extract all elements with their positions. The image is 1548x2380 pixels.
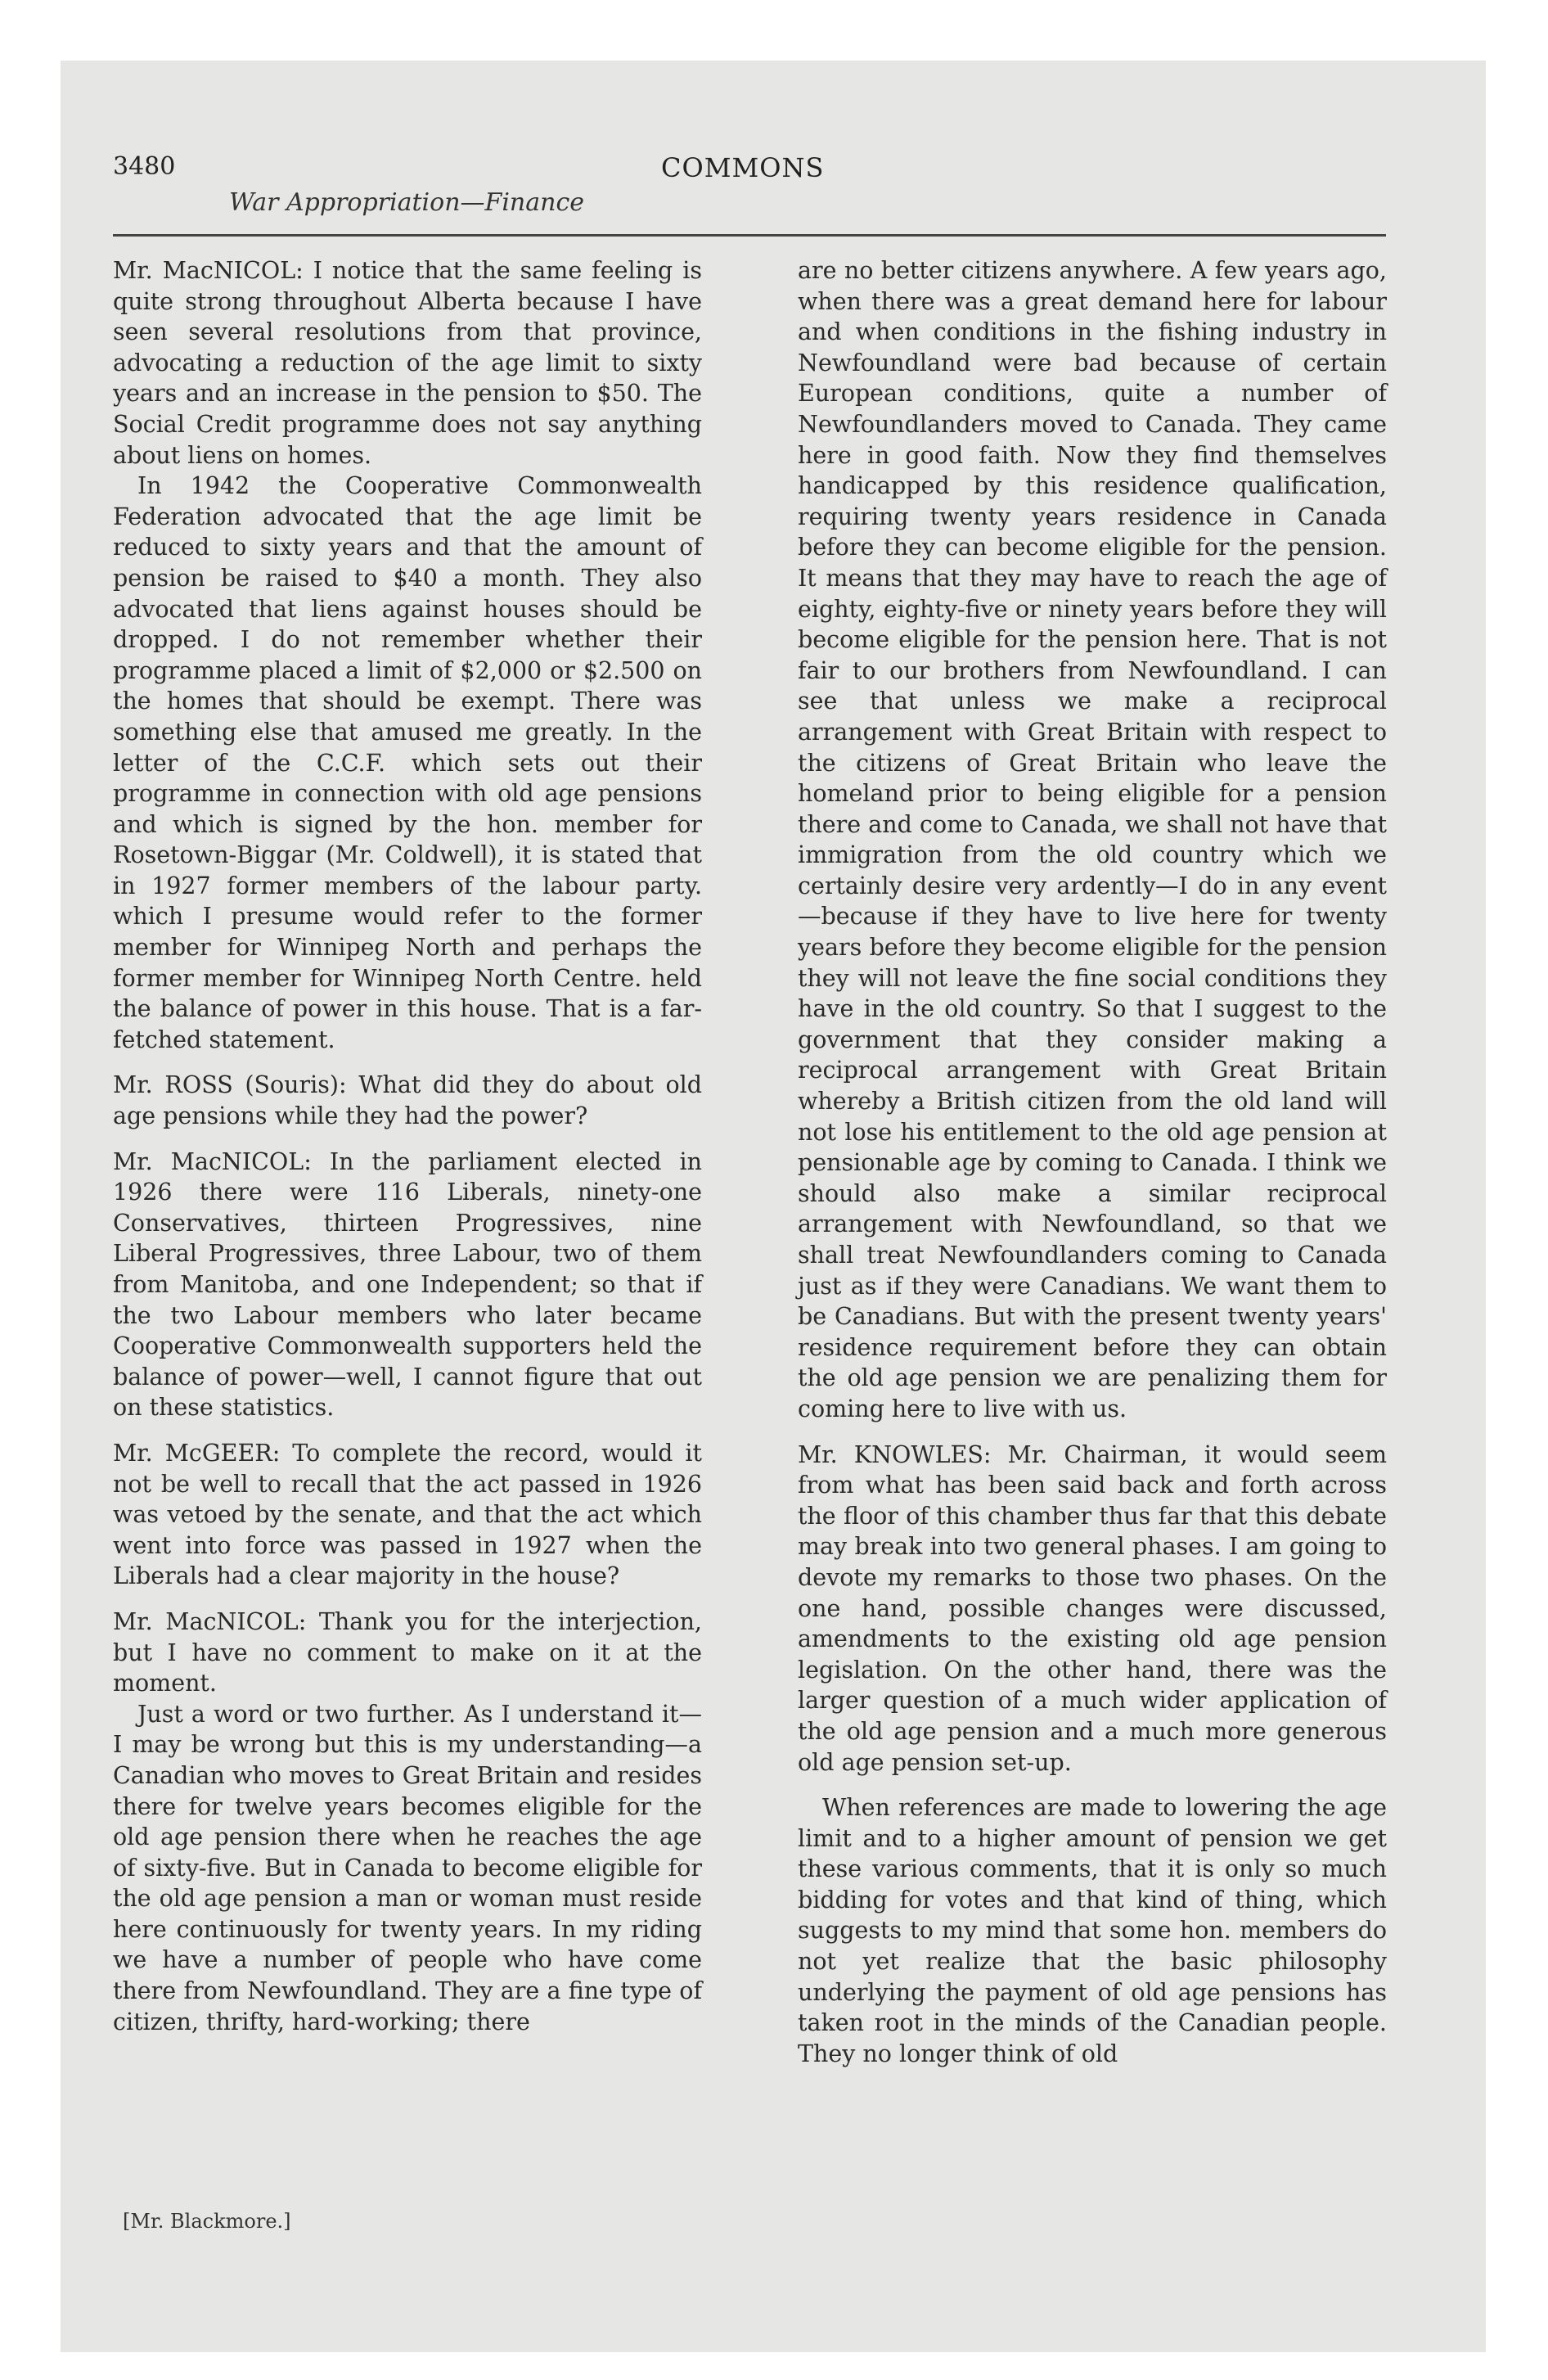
paragraph: Mr. MacNICOL: Thank you for the interjection, but I have no comment to make on it at the moment.	[113, 1607, 702, 1697]
page-header	[113, 152, 1386, 242]
chamber-title: COMMONS	[661, 152, 825, 183]
paragraph: When references are made to lowering the age limit and to a higher amount of pension we get these various comments, that it is only so much bidding for votes and that kind of thing, which suggests to my mind that some hon. members do not yet realize that the basic philosophy underlying the payment of old age pensions has taken root in the minds of the Canadian people. They no longer think of old	[798, 1794, 1387, 2067]
paragraph: Mr. MacNICOL: I notice that the same feeling is quite strong throughout Alberta because I have seen several resolutions from that province, advocating a reduction of the age limit to sixty years and an increase in the pension to $50. The Social Credit programme does not say anything about liens on homes.	[113, 257, 702, 469]
paragraph: are no better citizens anywhere. A few years ago, when there was a great demand here for labour and when conditions in the fishing industry in Newfoundland were bad because of certain European conditions, quite a number of Newfoundlanders moved to Canada. They came here in good faith. Now they find themselves handicapped by this residence qualification, requiring twenty years residence in Canada before they can become eligible for the pension. It means that they may have to reach the age of eighty, eighty-five or ninety years before they will become eligible for the pension here. That is not fair to our brothers from Newfoundland. I can see that unless we make a reciprocal arrangement with Great Britain with respect to the citizens of Great Britain who leave the homeland prior to being eligible for a pension there and come to Canada, we shall not have that immigration from the old country which we certainly desire very ardently—I do in any event—because if they have to live here for twenty years before they become eligible for the pension they will not leave the fine social conditions they have in the old country. So that I suggest to the government that they consider making a reciprocal arrangement with Great Britain whereby a British citizen from the old land will not lose his entitlement to the old age pension at pensionable age by coming to Canada. I think we should also make a similar reciprocal arrangement with Newfoundland, so that we shall treat Newfoundlanders coming to Canada just as if they were Canadians. We want them to be Canadians. But with the present twenty years' residence requirement before they can obtain the old age pension we are penalizing them for coming here to live with us.	[798, 257, 1387, 1422]
paragraph: Just a word or two further. As I understand it—I may be wrong but this is my understanding—a Canadian who moves to Great Britain and resides there for twelve years becomes eligible for the old age pension there when he reaches the age of sixty-five. But in Canada to become eligible for the old age pension a man or woman must reside here continuously for twenty years. In my riding we have a number of people who have come there from Newfoundland. They are a fine type of citizen, thrifty, hard-working; there	[113, 1700, 702, 2035]
paragraph: Mr. McGEER: To complete the record, would it not be well to recall that the act passed in 1926 was vetoed by the senate, and that the act which went into force was passed in 1927 when the Liberals had a clear majority in the house?	[113, 1439, 702, 1590]
left-column	[113, 255, 702, 2037]
paragraph: Mr. KNOWLES: Mr. Chairman, it would seem from what has been said back and forth across the floor of this chamber thus far that this debate may break into two general phases. I am going to devote my remarks to those two phases. On the one hand, possible changes were discussed, amendments to the existing old age pension legislation. On the other hand, there was the larger question of a much wider application of the old age pension and a much more generous old age pension set-up.	[798, 1440, 1387, 1776]
right-column	[798, 255, 1387, 2069]
running-head: War Appropriation—Finance	[229, 188, 585, 217]
paragraph: In 1942 the Cooperative Commonwealth Federation advocated that the age limit be reduced to sixty years and that the amount of pension be raised to $40 a month. They also advocated that liens against houses should be dropped. I do not remember whether their programme placed a limit of $2,000 or $2.500 on the homes that should be exempt. There was something else that amused me greatly. In the letter of the C.C.F. which sets out their programme in connection with old age pensions and which is signed by the hon. member for Rosetown-Biggar (Mr. Coldwell), it is stated that in 1927 former members of the labour party. which I presume would refer to the former member for Winnipeg North and perhaps the former member for Winnipeg North Centre. held the balance of power in this house. That is a far-fetched statement.	[113, 472, 702, 1053]
page-number: 3480	[113, 152, 176, 181]
header-rule	[113, 234, 1386, 237]
paragraph: Mr. MacNICOL: In the parliament elected in 1926 there were 116 Liberals, ninety-one Conservatives, thirteen Progressives, nine Liberal Progressives, three Labour, two of them from Manitoba, and one Independent; so that if the two Labour members who later became Cooperative Commonwealth supporters held the balance of power—well, I cannot figure that out on these statistics.	[113, 1147, 702, 1422]
paragraph: Mr. ROSS (Souris): What did they do about old age pensions while they had the power?	[113, 1071, 702, 1130]
speaker-footnote: [Mr. Blackmore.]	[123, 2210, 291, 2233]
